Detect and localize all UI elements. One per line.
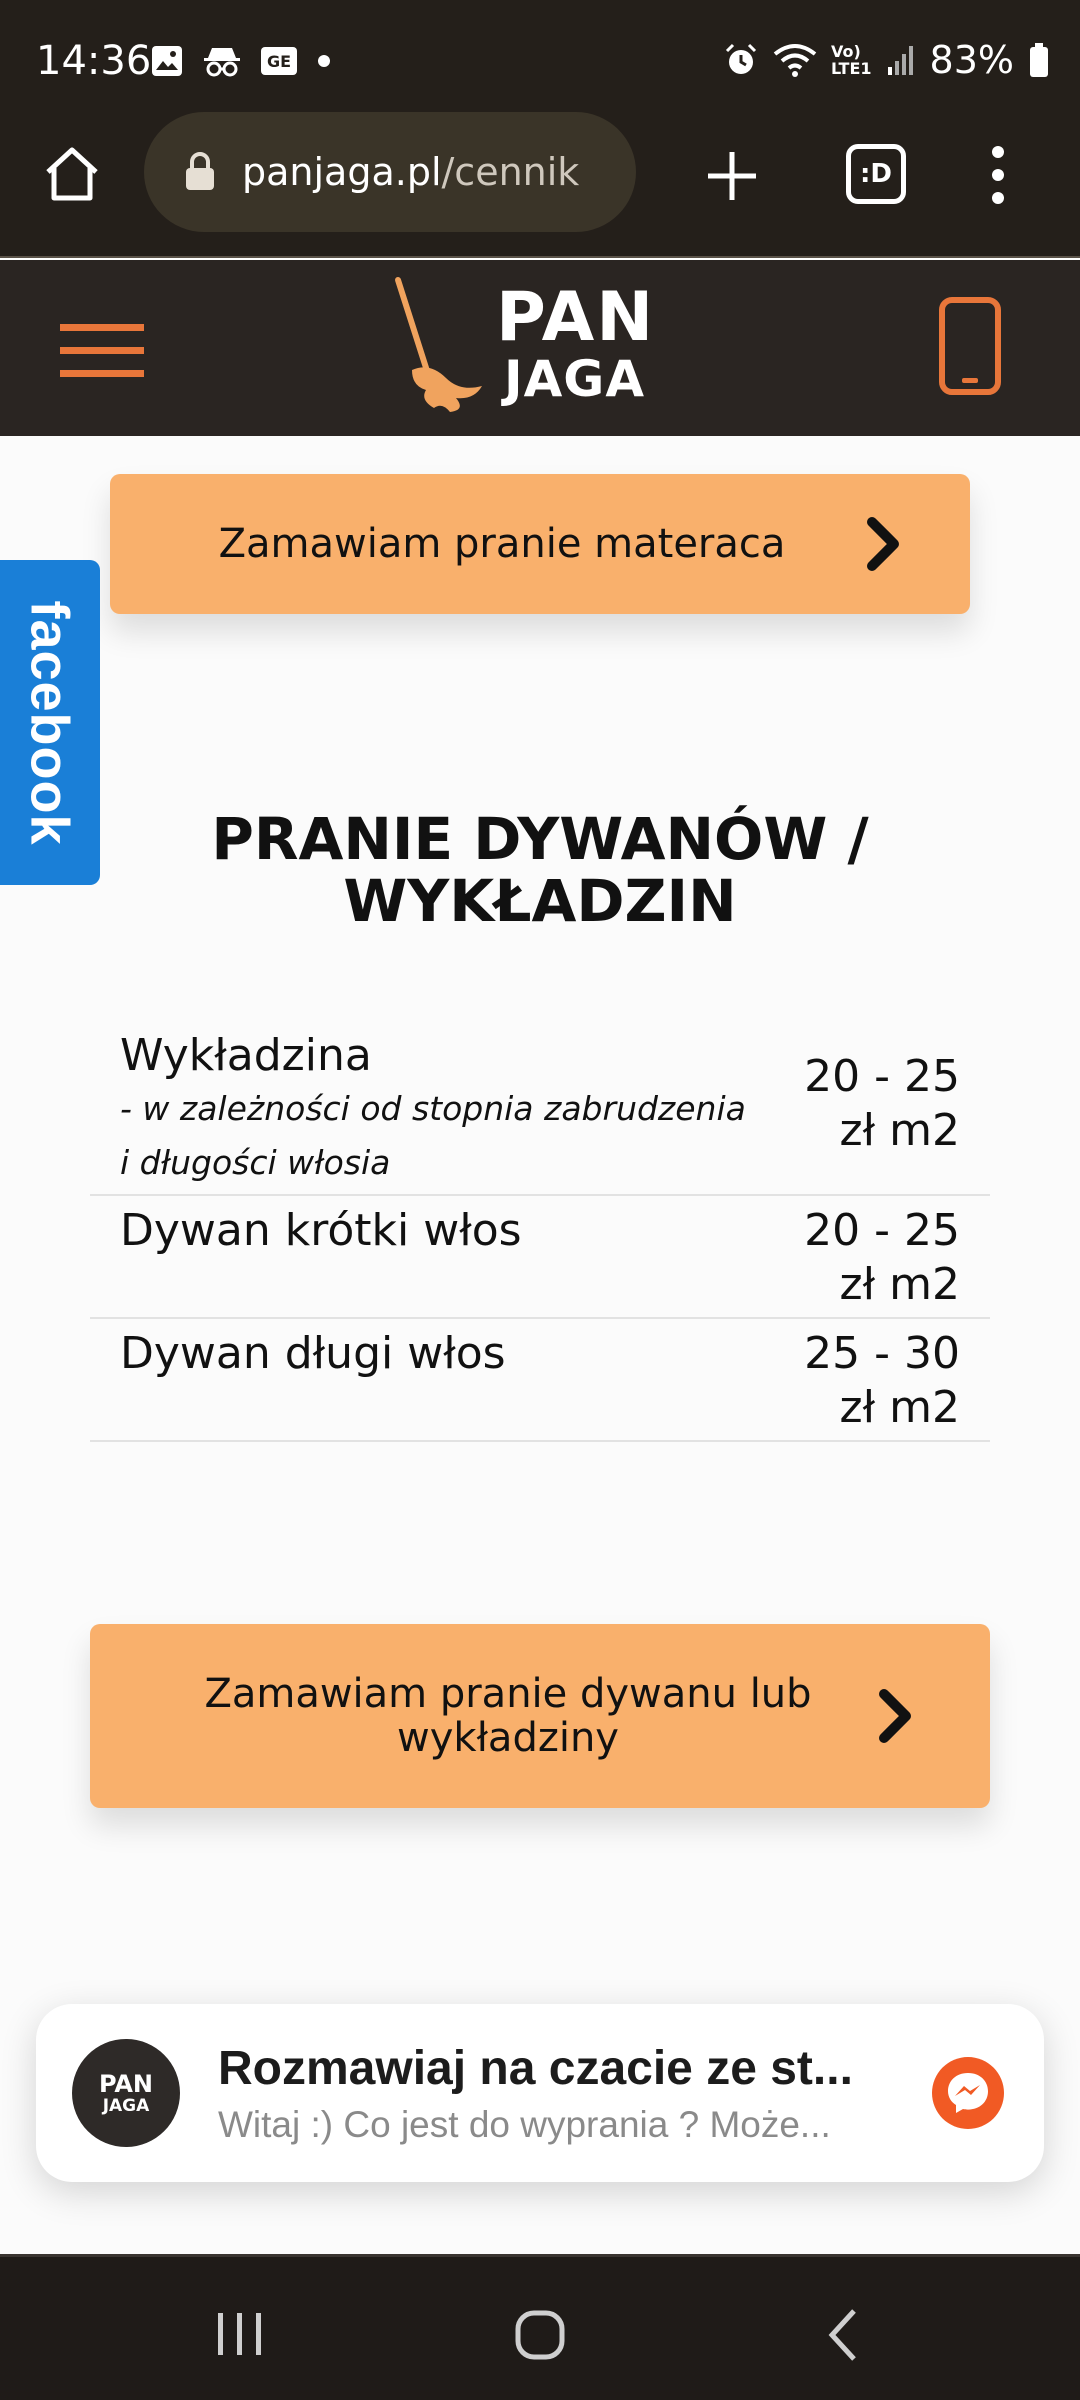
price-row-name: Wykładzina <box>120 1030 372 1081</box>
hamburger-menu-button[interactable] <box>58 320 148 382</box>
url-path: /cennik <box>441 150 580 194</box>
price-row <box>90 1319 990 1442</box>
avatar-line2: JAGA <box>102 2095 150 2116</box>
order-carpet-button[interactable] <box>90 1624 990 1808</box>
lock-icon <box>184 152 216 192</box>
section-title: PRANIE DYWANÓW / WYKŁADZIN <box>211 805 869 935</box>
price-value: 20 - 25 <box>804 1205 960 1256</box>
avatar-line1: PAN <box>98 2069 154 2098</box>
price-row-price <box>804 1050 960 1158</box>
chat-text <box>218 2041 878 2146</box>
network-label-bottom: LTE1 <box>831 59 872 78</box>
price-row-note: i długości włosia <box>120 1143 391 1182</box>
menu-button[interactable] <box>978 140 1018 210</box>
back-nav-button[interactable] <box>820 2305 870 2365</box>
tab-switcher-button[interactable] <box>846 144 906 204</box>
price-row <box>90 1196 990 1319</box>
order-mattress-label: Zamawiam pranie materaca <box>218 521 786 567</box>
chat-title: Rozmawiaj na czacie ze st... <box>218 2041 853 2095</box>
phone-call-button[interactable] <box>938 296 1002 396</box>
logo-line2: JAGA <box>504 350 646 408</box>
order-mattress-button[interactable] <box>110 474 970 614</box>
network-label-top: Vo) <box>831 42 861 61</box>
logo-line1: PAN <box>496 278 656 357</box>
chevron-right-icon <box>864 516 904 572</box>
status-time: 14:36 <box>36 38 152 84</box>
new-tab-button[interactable] <box>700 144 764 208</box>
messenger-button[interactable] <box>932 2057 1004 2129</box>
home-nav-button[interactable] <box>510 2305 570 2365</box>
incognito-icon <box>202 44 242 78</box>
price-table <box>90 1018 990 1442</box>
chat-subtitle: Witaj :) Co jest do wyprania ? Może... <box>218 2103 831 2145</box>
url-bar[interactable] <box>144 112 636 232</box>
status-right <box>723 38 1050 82</box>
home-button[interactable] <box>40 142 104 206</box>
logo-text <box>496 278 656 408</box>
price-value: 25 - 30 <box>804 1328 960 1379</box>
phone-icon <box>938 296 1002 396</box>
recent-apps-button[interactable] <box>210 2309 270 2359</box>
recent-apps-icon <box>210 2309 270 2359</box>
avatar <box>72 2039 180 2147</box>
network-type <box>831 43 872 77</box>
price-row-price <box>804 1327 960 1435</box>
url-host: panjaga.pl <box>242 150 442 194</box>
back-arrow-icon <box>820 2305 870 2365</box>
price-unit: zł m2 <box>839 1382 960 1433</box>
price-unit: zł m2 <box>839 1105 960 1156</box>
hamburger-icon <box>58 320 148 382</box>
price-row-name: Dywan krótki włos <box>120 1205 522 1256</box>
messenger-icon <box>944 2069 992 2117</box>
home-circle-icon <box>510 2305 570 2365</box>
more-vert-icon <box>978 140 1018 210</box>
facebook-tab[interactable] <box>0 560 100 885</box>
dot-icon <box>316 53 332 69</box>
broom-icon <box>390 274 490 424</box>
price-row <box>90 1018 990 1196</box>
order-carpet-label: Zamawiam pranie dywanu lub wykładziny <box>204 1671 812 1761</box>
alarm-icon <box>723 42 759 78</box>
plus-icon <box>700 144 764 208</box>
chevron-right-icon <box>876 1688 916 1744</box>
battery-percent: 83% <box>929 38 1014 82</box>
wifi-icon <box>773 42 817 78</box>
home-icon <box>40 142 104 206</box>
status-left-icons <box>150 44 332 78</box>
status-bar <box>0 0 1080 118</box>
battery-icon <box>1028 42 1050 78</box>
system-nav-bar <box>0 2254 1080 2400</box>
price-row-note: - w zależności od stopnia zabrudzenia <box>120 1089 746 1128</box>
price-row-price <box>804 1204 960 1312</box>
ge-icon <box>260 46 298 76</box>
facebook-tab-label: facebook <box>20 599 81 846</box>
gallery-icon <box>150 44 184 78</box>
price-unit: zł m2 <box>839 1259 960 1310</box>
price-row-name: Dywan długi włos <box>120 1328 506 1379</box>
svg-text:GE: GE <box>266 52 292 71</box>
price-value: 20 - 25 <box>804 1051 960 1102</box>
signal-icon <box>886 43 916 77</box>
tab-switcher-label: :D <box>860 159 892 189</box>
chat-widget[interactable] <box>36 2004 1044 2182</box>
